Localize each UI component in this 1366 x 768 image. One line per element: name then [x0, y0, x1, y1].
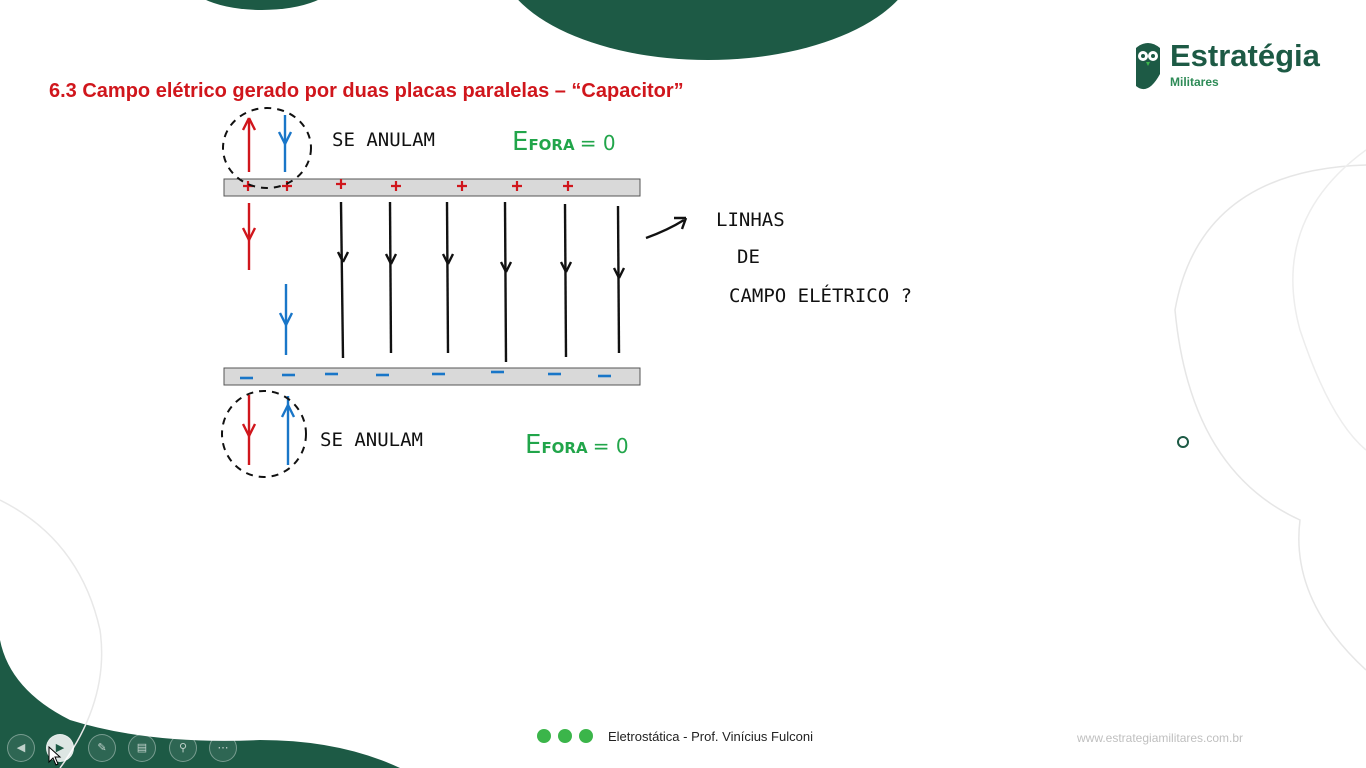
efora-top	[512, 127, 616, 157]
efora-bottom-sub: FORA	[541, 439, 588, 457]
pen-icon: ✎	[97, 742, 107, 754]
prev-icon: ◀	[16, 742, 26, 754]
play-icon: ▶	[55, 742, 65, 754]
zoom-icon: ⚲	[178, 742, 188, 754]
de-label: DE	[737, 246, 760, 268]
se-anulam-top-label: SE ANULAM	[332, 129, 435, 151]
prev-slide-button[interactable]	[7, 734, 35, 762]
lecture-title: Eletrostática - Prof. Vinícius Fulconi	[608, 728, 813, 744]
slides-icon: ▤	[136, 742, 148, 754]
mouse-cursor-icon	[48, 746, 62, 766]
efora-top-sub: FORA	[528, 136, 575, 154]
efora-top-eq: = 0	[579, 131, 616, 155]
footer-dot-2	[558, 729, 572, 743]
brand-sub: Militares	[1170, 75, 1219, 89]
efora-bottom-eq: = 0	[592, 434, 629, 458]
pointer-arrow	[646, 220, 684, 238]
footer-dot-1	[537, 729, 551, 743]
dashed-circle-bottom	[222, 391, 306, 477]
slide-title: 6.3 Campo elétrico gerado por duas placas paralelas – “Capacitor”	[49, 80, 684, 102]
efora-top-symbol: E	[512, 127, 529, 157]
slide-footer	[537, 726, 813, 746]
linhas-label: LINHAS	[716, 209, 785, 231]
website-url: www.estrategiamilitares.com.br	[1077, 731, 1244, 745]
see-all-slides-button[interactable]	[128, 734, 156, 762]
campo-eletrico-label: CAMPO ELÉTRICO ?	[729, 285, 913, 307]
se-anulam-bottom-label: SE ANULAM	[320, 429, 423, 451]
more-icon: ⋯	[217, 742, 229, 754]
more-options-button[interactable]	[209, 734, 237, 762]
zoom-button[interactable]	[169, 734, 197, 762]
negative-plate	[224, 368, 640, 385]
brand-name: Estratégia	[1170, 38, 1320, 73]
efora-bottom	[525, 430, 629, 460]
field-lines	[338, 202, 624, 362]
dashed-circle-top	[223, 108, 311, 188]
efora-bottom-symbol: E	[525, 430, 542, 460]
footer-dot-3	[579, 729, 593, 743]
pen-tool-button[interactable]	[88, 734, 116, 762]
